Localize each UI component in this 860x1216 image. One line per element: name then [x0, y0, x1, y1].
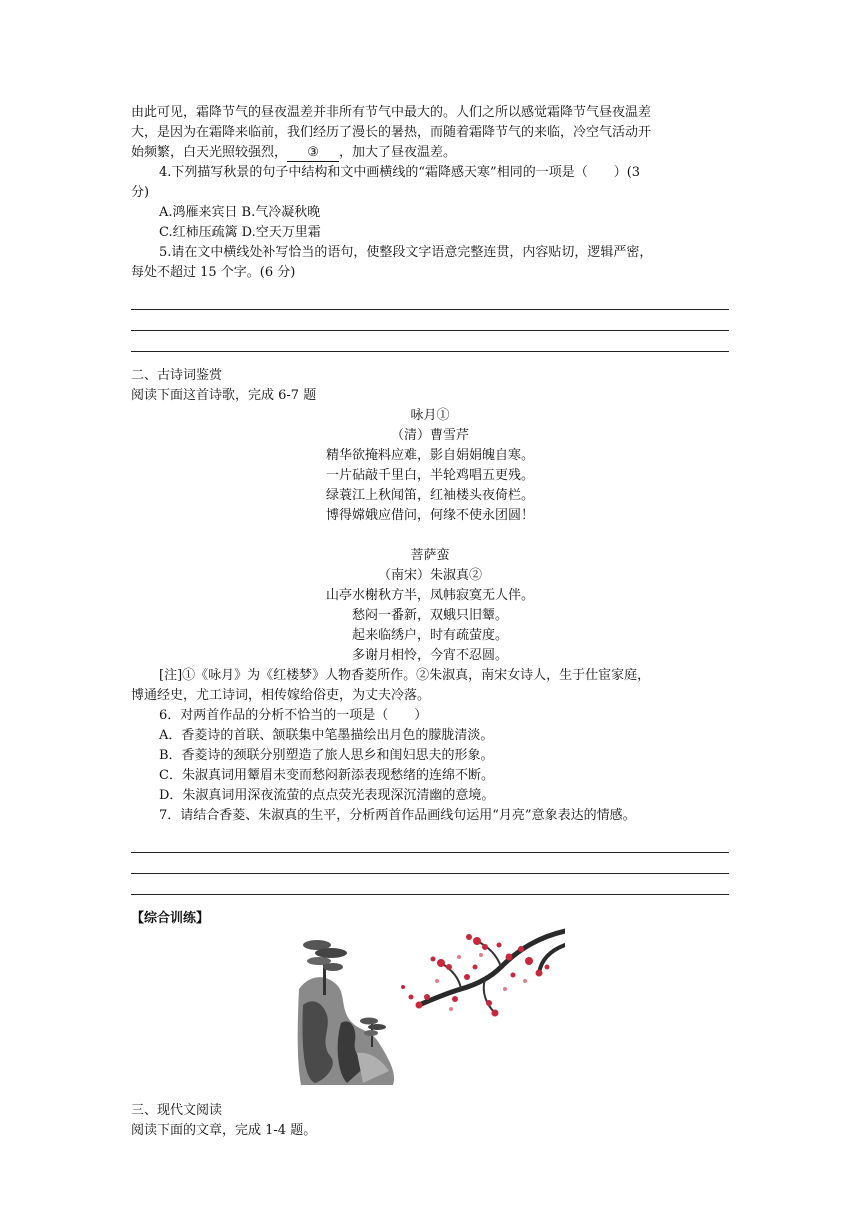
q4-stem-cont: 分) [131, 185, 150, 200]
poem-1 [131, 406, 729, 526]
q6-option-c[interactable]: C．朱淑真词用颦眉未变而愁闷新添表现愁绪的连绵不断。 [159, 768, 494, 783]
intro-paragraph-text: 始频繁，白天光照较强烈， [131, 145, 288, 160]
answer-line[interactable] [131, 310, 729, 331]
q6-option-a[interactable]: A．香菱诗的首联、颔联集中笔墨描绘出月色的朦胧清淡。 [159, 728, 494, 743]
poem-2-line: 起来临绣户，时有疏萤度。 [351, 628, 508, 643]
ink-pine-landscape-image [297, 933, 401, 1087]
poem-note: [注]①《咏月》为《红楼梦》人物香菱所作。②朱淑真，南宋女诗人，生于仕宦家庭， [159, 668, 651, 683]
poem-note-cont: 博通经史，尤工诗词，相传嫁给俗吏，为丈夫冷落。 [131, 688, 431, 703]
q5-answer-lines[interactable] [131, 289, 729, 352]
q4-option-a[interactable]: A.鸿雁来宾日 [159, 205, 238, 220]
poem-2-line: 山亭水榭秋方半，凤帏寂寞无人伴。 [325, 588, 534, 603]
poem-2-line: 多谢月相怜，今宵不忍圆。 [351, 648, 508, 663]
intro-paragraph-line-2: 大，是因为在霜降来临前，我们经历了漫长的暑热，而随着霜降节气的来临，冷空气活动开 [131, 125, 652, 140]
answer-line[interactable] [131, 853, 729, 874]
q6-option-b[interactable]: B．香菱诗的颈联分别塑造了旅人思乡和闺妇思夫的形象。 [159, 748, 494, 763]
answer-line[interactable] [131, 331, 729, 352]
intro-paragraph-end: ，加大了昼夜温差。 [339, 145, 457, 160]
answer-line[interactable] [131, 832, 729, 853]
q4-options-row-2 [131, 223, 729, 243]
poem-1-line: 绿蓑江上秋闻笛，红袖楼头夜倚栏。 [325, 488, 534, 503]
poem-2-line: 愁闷一番新，双蛾只旧颦。 [351, 608, 508, 623]
q6-stem: 6．对两首作品的分析不恰当的一项是（ ） [159, 708, 428, 723]
q4-option-c[interactable]: C.红柿压疏篱 [159, 225, 238, 240]
q6-option-d[interactable]: D．朱淑真词用深夜流萤的点点荧光表现深沉清幽的意境。 [159, 788, 495, 803]
poem-1-title: 咏月① [410, 408, 450, 423]
q4-stem: 4.下列描写秋景的句子中结构和文中画横线的“霜降感天寒”相同的一项是（ ）(3 [159, 165, 641, 180]
q7-stem: 7．请结合香菱、朱淑真的生平，分析两首作品画线句运用“月亮”意象表达的情感。 [159, 808, 636, 823]
q7-answer-lines[interactable] [131, 832, 729, 895]
poem-1-line: 博得嫦娥应借问，何缘不使永团圆！ [325, 508, 534, 523]
answer-line[interactable] [131, 289, 729, 310]
intro-paragraph-line-3 [131, 143, 729, 163]
q5-stem-cont: 每处不超过 15 个字。(6 分) [131, 265, 296, 280]
illustration-area [131, 933, 729, 1101]
intro-paragraph-line-1: 由此可见，霜降节气的昼夜温差并非所有节气中最大的。人们之所以感觉霜降节气昼夜温差 [131, 105, 652, 120]
section3-heading: 三、现代文阅读 [131, 1103, 223, 1118]
poem-1-line: 一片砧敲千里白，半轮鸡唱五更残。 [325, 468, 534, 483]
section3-instruction: 阅读下面的文章，完成 1-4 题。 [131, 1123, 317, 1138]
fill-blank-3[interactable]: ③ [287, 145, 339, 162]
poem-spacer [131, 526, 729, 546]
q4-option-b[interactable]: B.气冷凝秋晚 [241, 205, 321, 220]
document-page [131, 103, 729, 1141]
poem-2-title: 菩萨蛮 [410, 548, 450, 563]
training-heading: 【综合训练】 [131, 911, 210, 926]
poem-2 [131, 546, 729, 666]
answer-line[interactable] [131, 874, 729, 895]
q4-option-d[interactable]: D.空天万里霜 [241, 225, 321, 240]
poem-2-author: （南宋）朱淑真② [377, 568, 482, 583]
section2-heading: 二、古诗词鉴赏 [131, 368, 223, 383]
poem-1-line: 精华欲掩料应难，影自娟娟魄自寒。 [325, 448, 534, 463]
section2-instruction: 阅读下面这首诗歌，完成 6-7 题 [131, 388, 317, 403]
q5-stem: 5.请在文中横线处补写恰当的语句，使整段文字语意完整连贯，内容贴切，逻辑严密， [159, 245, 653, 260]
plum-blossom-branch-image [389, 927, 565, 1019]
q4-options-row-1 [131, 203, 729, 223]
poem-1-author: （清）曹雪芹 [390, 428, 469, 443]
